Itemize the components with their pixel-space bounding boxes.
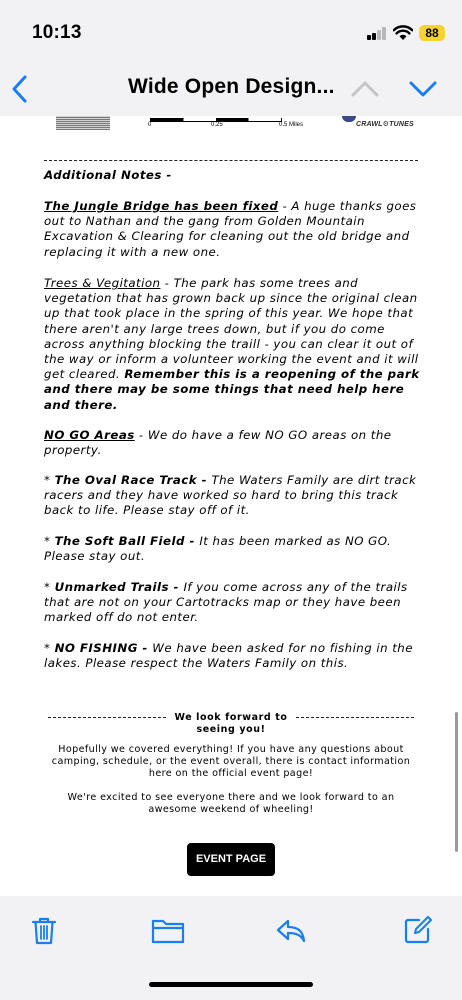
map-strip bbox=[0, 116, 462, 136]
nogo-note bbox=[44, 428, 424, 458]
softball-title: The Soft Ball Field - bbox=[54, 534, 200, 548]
battery-icon: 88 bbox=[419, 25, 445, 41]
scrollbar[interactable] bbox=[455, 712, 458, 852]
excited-text: We're excited to see everyone there and we look forward to an awesome weekend of wheeling! bbox=[67, 792, 395, 815]
message-title: Wide Open Design... bbox=[128, 75, 335, 98]
status-time: 10:13 bbox=[32, 22, 82, 43]
email-body[interactable] bbox=[0, 116, 462, 896]
cellular-signal-icon bbox=[367, 27, 387, 40]
nogo-title: NO GO Areas bbox=[44, 428, 135, 442]
fishing-body: We have been asked for no fishing in the lakes. Please respect the Waters Family on this. bbox=[44, 641, 413, 671]
jungle-bridge-note bbox=[44, 199, 424, 260]
softball-body: It has been marked as NO GO. Please stay out. bbox=[44, 534, 392, 564]
scale-label-0: 0 bbox=[148, 122, 152, 128]
notes-heading: Additional Notes - bbox=[44, 168, 172, 182]
compose-icon[interactable] bbox=[402, 914, 434, 946]
wifi-icon bbox=[393, 25, 413, 41]
dashed-divider bbox=[44, 160, 418, 161]
scale-label-half: 0.5 Miles bbox=[279, 122, 304, 128]
fishing-note: * NO FISHING - We have been asked for no fishing in the lakes. Please respect the Waters Family on this. bbox=[44, 641, 413, 671]
trails-title: Unmarked Trails - bbox=[54, 580, 184, 594]
trash-icon[interactable] bbox=[28, 914, 60, 946]
crawl-tunes-logo: CRAWL⚙TUNES bbox=[356, 121, 414, 128]
folder-icon[interactable] bbox=[151, 914, 185, 946]
nav-bar bbox=[0, 60, 462, 116]
jungle-bridge-title: The Jungle Bridge has been fixed bbox=[44, 199, 279, 213]
oval-body: The Waters Family are dirt track racers and they have worked so hard to bring this track back to life. Please stay off of it. bbox=[44, 473, 417, 518]
chevron-left-icon[interactable] bbox=[8, 74, 32, 104]
trees-bold: Remember this is a reopening of the park and there may be some things that need help here and there. bbox=[44, 367, 420, 412]
trees-body: - The park has some trees and vegetation that has grown back up since the original clean up that took place in the spring of this year. We hope that there aren't any large trees down, but if you do come across anything blocking the traill - you can clear it out of the way or inform a volunteer working the event and it will get cleared. bbox=[44, 276, 419, 382]
jungle-bridge-body: - A huge thanks goes out to Nathan and the gang from Golden Mountain Excavation & Clearing for cleaning out the old bridge and replacing it with a new one. bbox=[44, 199, 417, 259]
look-forward-heading: We look forward to seeing you! bbox=[174, 712, 288, 735]
oval-track-note: * The Oval Race Track - The Waters Family are dirt track racers and they have worked so hard to bring this track back to life. Please stay off of it. bbox=[44, 473, 417, 518]
badge-logo bbox=[342, 116, 356, 122]
map-legend-image bbox=[56, 116, 110, 130]
trails-body: If you come across any of the trails that are not on your Cartotracks map or they have been marked off do not enter. bbox=[44, 580, 408, 625]
dashed-divider-left bbox=[48, 717, 166, 718]
event-page-button[interactable]: EVENT PAGE bbox=[187, 843, 275, 876]
scale-label-quarter: 0.25 bbox=[211, 122, 223, 128]
status-bar bbox=[0, 0, 462, 60]
trails-note: * Unmarked Trails - If you come across any of the trails that are not on your Cartotracks map or they have been marked off do not enter. bbox=[44, 580, 408, 625]
chevron-down-icon[interactable] bbox=[408, 78, 438, 100]
chevron-up-icon[interactable] bbox=[350, 78, 380, 100]
fishing-title: NO FISHING - bbox=[54, 641, 153, 655]
home-indicator[interactable] bbox=[149, 982, 313, 987]
dashed-divider-right bbox=[296, 717, 414, 718]
trees-note bbox=[44, 276, 424, 413]
reply-icon[interactable] bbox=[275, 914, 307, 946]
trees-title: Trees & Vegitation bbox=[44, 276, 161, 290]
oval-title: The Oval Race Track - bbox=[54, 473, 212, 487]
nogo-body: - We do have a few NO GO areas on the property. bbox=[44, 428, 392, 458]
softball-note: * The Soft Ball Field - It has been marked as NO GO. Please stay out. bbox=[44, 534, 392, 564]
covered-text: Hopefully we covered everything! If you have any questions about camping, schedule, or the event overall, there is contact information here on the official event page! bbox=[51, 744, 411, 779]
